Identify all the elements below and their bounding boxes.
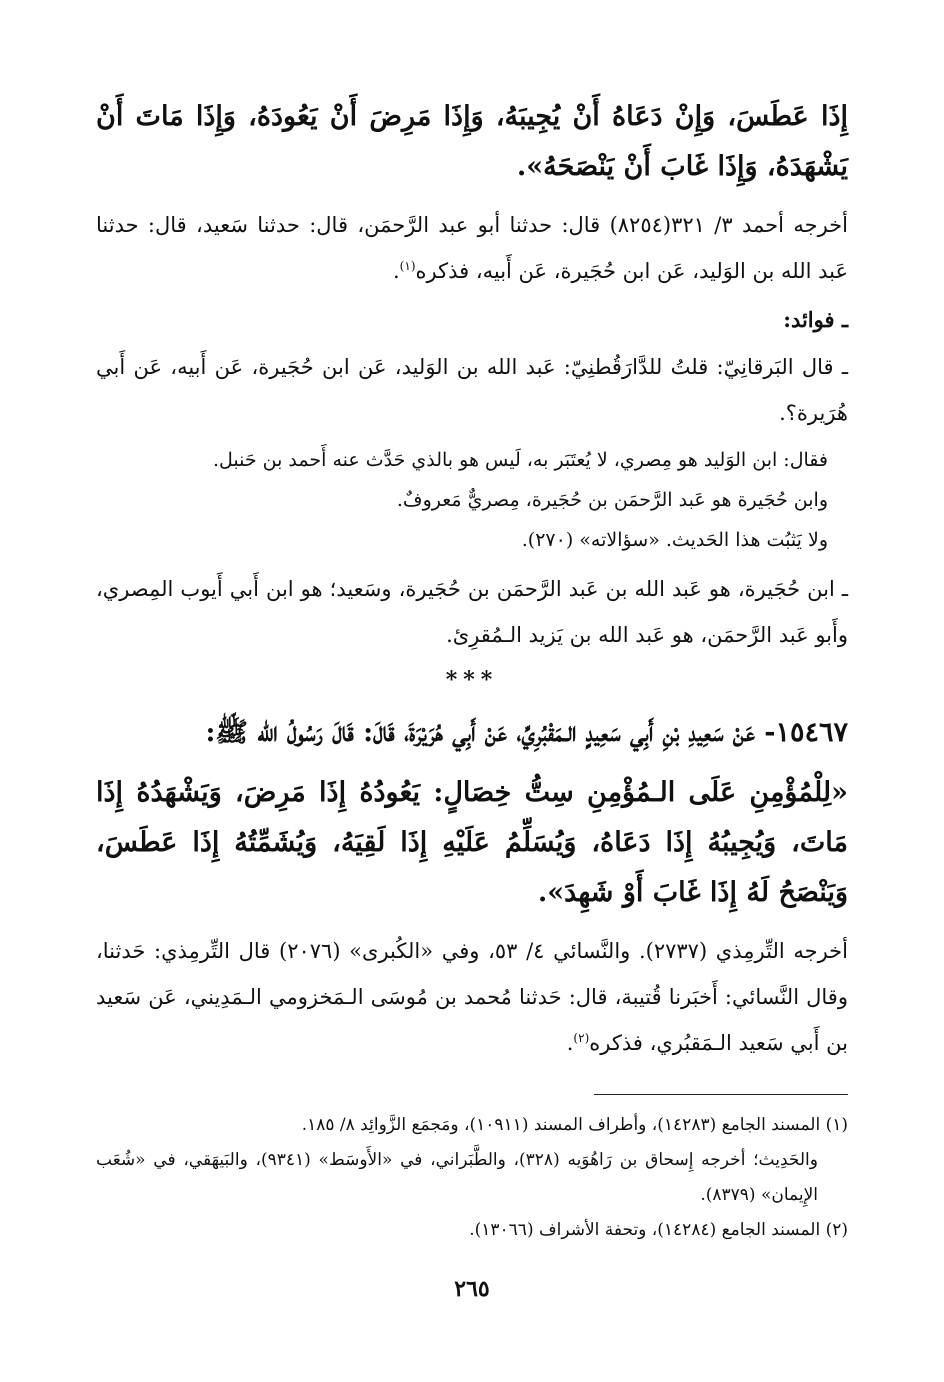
takhrij-paragraph: أخرجه أحمد ٣/ ٣٢١(٨٢٥٤) قال: حدثنا أبو عبد الرَّحمَن، قال: حدثنا سَعيد، قال: حدثنا عَبد الله بن الوَليد، عَن ابن حُجَيرة، عَن أَبيه، فذكره$^{(١)}$.: [96, 213, 848, 283]
footnote-2: (٢) المسند الجامع (١٤٢٨٤)، وتحفة الأشراف (١٣٠٦٦).: [469, 1220, 848, 1240]
footnote-1-continuation: والحَدِيث؛ أخرجه إِسحاق بن رَاهُوَيه (٣٢٨)، والطَّبَراني، في «الأَوسَط» (٩٣٤١)، والبَيهَقي، في «شُعَب الإِيمان» (٨٣٧٩).: [96, 1150, 818, 1205]
takhrij-paragraph-2: أخرجه التِّرمِذي (٢٧٣٧). والنَّسائي ٤/ ٥٣، وفي «الكُبرى» (٢٠٧٦) قال التِّرمِذي: حَدثنا، وقال النَّسائي: أَخبَرنا قُتيبة، قال: حَدثنا مُحمد بن مُوسَى الـمَخزومي الـمَدِيني، عَن سَعيد بن أَبي سَعيد الـمَقبُري، فذكره$^{(٢)}$.: [96, 939, 848, 1055]
footnote-ref-2: (٢): [573, 1031, 590, 1045]
daraqutni-answer: [96, 440, 828, 560]
takhrij-text-2: أخرجه التِّرمِذي (٢٧٣٧). والنَّسائي ٤/ ٥٣، وفي «الكُبرى» (٢٠٧٦) قال التِّرمِذي: حَدثنا، وقال النَّسائي: أَخبَرنا قُتيبة، قال: حَدثنا مُحمد بن مُوسَى الـمَخزومي الـمَدِيني، عَن سَعيد بن أَبي سَعيد الـمَقبُري، فذكره: [96, 939, 848, 1055]
quote-line: ولا يَثبُت هذا الحَديث. «سؤالاته» (٢٧٠).: [521, 529, 828, 551]
footnote-divider: [594, 1094, 848, 1095]
footnote-ref-1: (١): [399, 259, 416, 273]
fawaid-paragraph-2: ـ ابن حُجَيرة، هو عَبد الله بن عَبد الرَّحمَن بن حُجَيرة، وسَعيد؛ هو ابن أَبي أَيوب المِصري، وأَبو عَبد الرَّحمَن، هو عَبد الله بن يَزيد الـمُقرِئ.: [96, 577, 848, 647]
hadith-continuation: إِذَا عَطَسَ، وَإِنْ دَعَاهُ أَنْ يُجِيبَهُ، وَإِذَا مَرِضَ أَنْ يَعُودَهُ، وَإِذَا مَاتَ أَنْ يَشْهَدَهُ، وَإِذَا غَابَ أَنْ يَنْصَحَهُ».: [96, 101, 848, 182]
fawaid-heading: ـ فوائد:: [783, 307, 848, 332]
quote-line: وابن حُجَيرة هو عَبد الرَّحمَن بن حُجَيرة، مِصريٌّ مَعروفٌ.: [396, 489, 828, 511]
page-number: ٢٦٥: [454, 1276, 490, 1302]
footnotes: [96, 1108, 848, 1248]
section-separator: ***: [445, 667, 499, 693]
quote-line: فقال: ابن الوَليد هو مِصري، لا يُعتَبَر به، لَيس هو بالذي حَدَّث عنه أَحمد بن حَنبل.: [212, 449, 828, 471]
fawaid-paragraph-1: ـ قال البَرقانِيّ: قلتُ للدَّارَقُطنِيّ: عَبد الله بن الوَليد، عَن ابن حُجَيرة، عَن أَبيه، عَن أَبي هُرَيرة؟.: [96, 355, 848, 425]
footnote-1: (١) المسند الجامع (١٤٢٨٣)، وأطراف المسند (١٠٩١١)، ومَجمَع الزَّوائِد ٨/ ١٨٥.: [301, 1115, 848, 1135]
hadith-heading: ١٥٤٦٧- عَنْ سَعِيدِ بْنِ أَبِي سَعِيدٍ الـمَقْبُرِيِّ، عَنْ أَبِي هُرَيْرَةَ، قَالَ: قَالَ رَسُولُ الله ﷺ:: [205, 717, 848, 748]
takhrij-text: أخرجه أحمد ٣/ ٣٢١(٨٢٥٤) قال: حدثنا أبو عبد الرَّحمَن، قال: حدثنا سَعيد، قال: حدثنا عَبد الله بن الوَليد، عَن ابن حُجَيرة، عَن أَبيه، فذكره: [96, 213, 848, 283]
hadith-text: «لِلْمُؤْمِنِ عَلَى الـمُؤْمِنِ سِتُّ خِصَالٍ: يَعُودُهُ إِذَا مَرِضَ، وَيَشْهَدُهُ إِذَا مَاتَ، وَيُجِيبُهُ إِذَا دَعَاهُ، وَيُسَلِّمُ عَلَيْهِ إِذَا لَقِيَهُ، وَيُشَمِّتُهُ إِذَا عَطَسَ، وَيَنْصَحُ لَهُ إِذَا غَابَ أَوْ شَهِدَ».: [96, 777, 848, 908]
main-text: [96, 92, 848, 1070]
